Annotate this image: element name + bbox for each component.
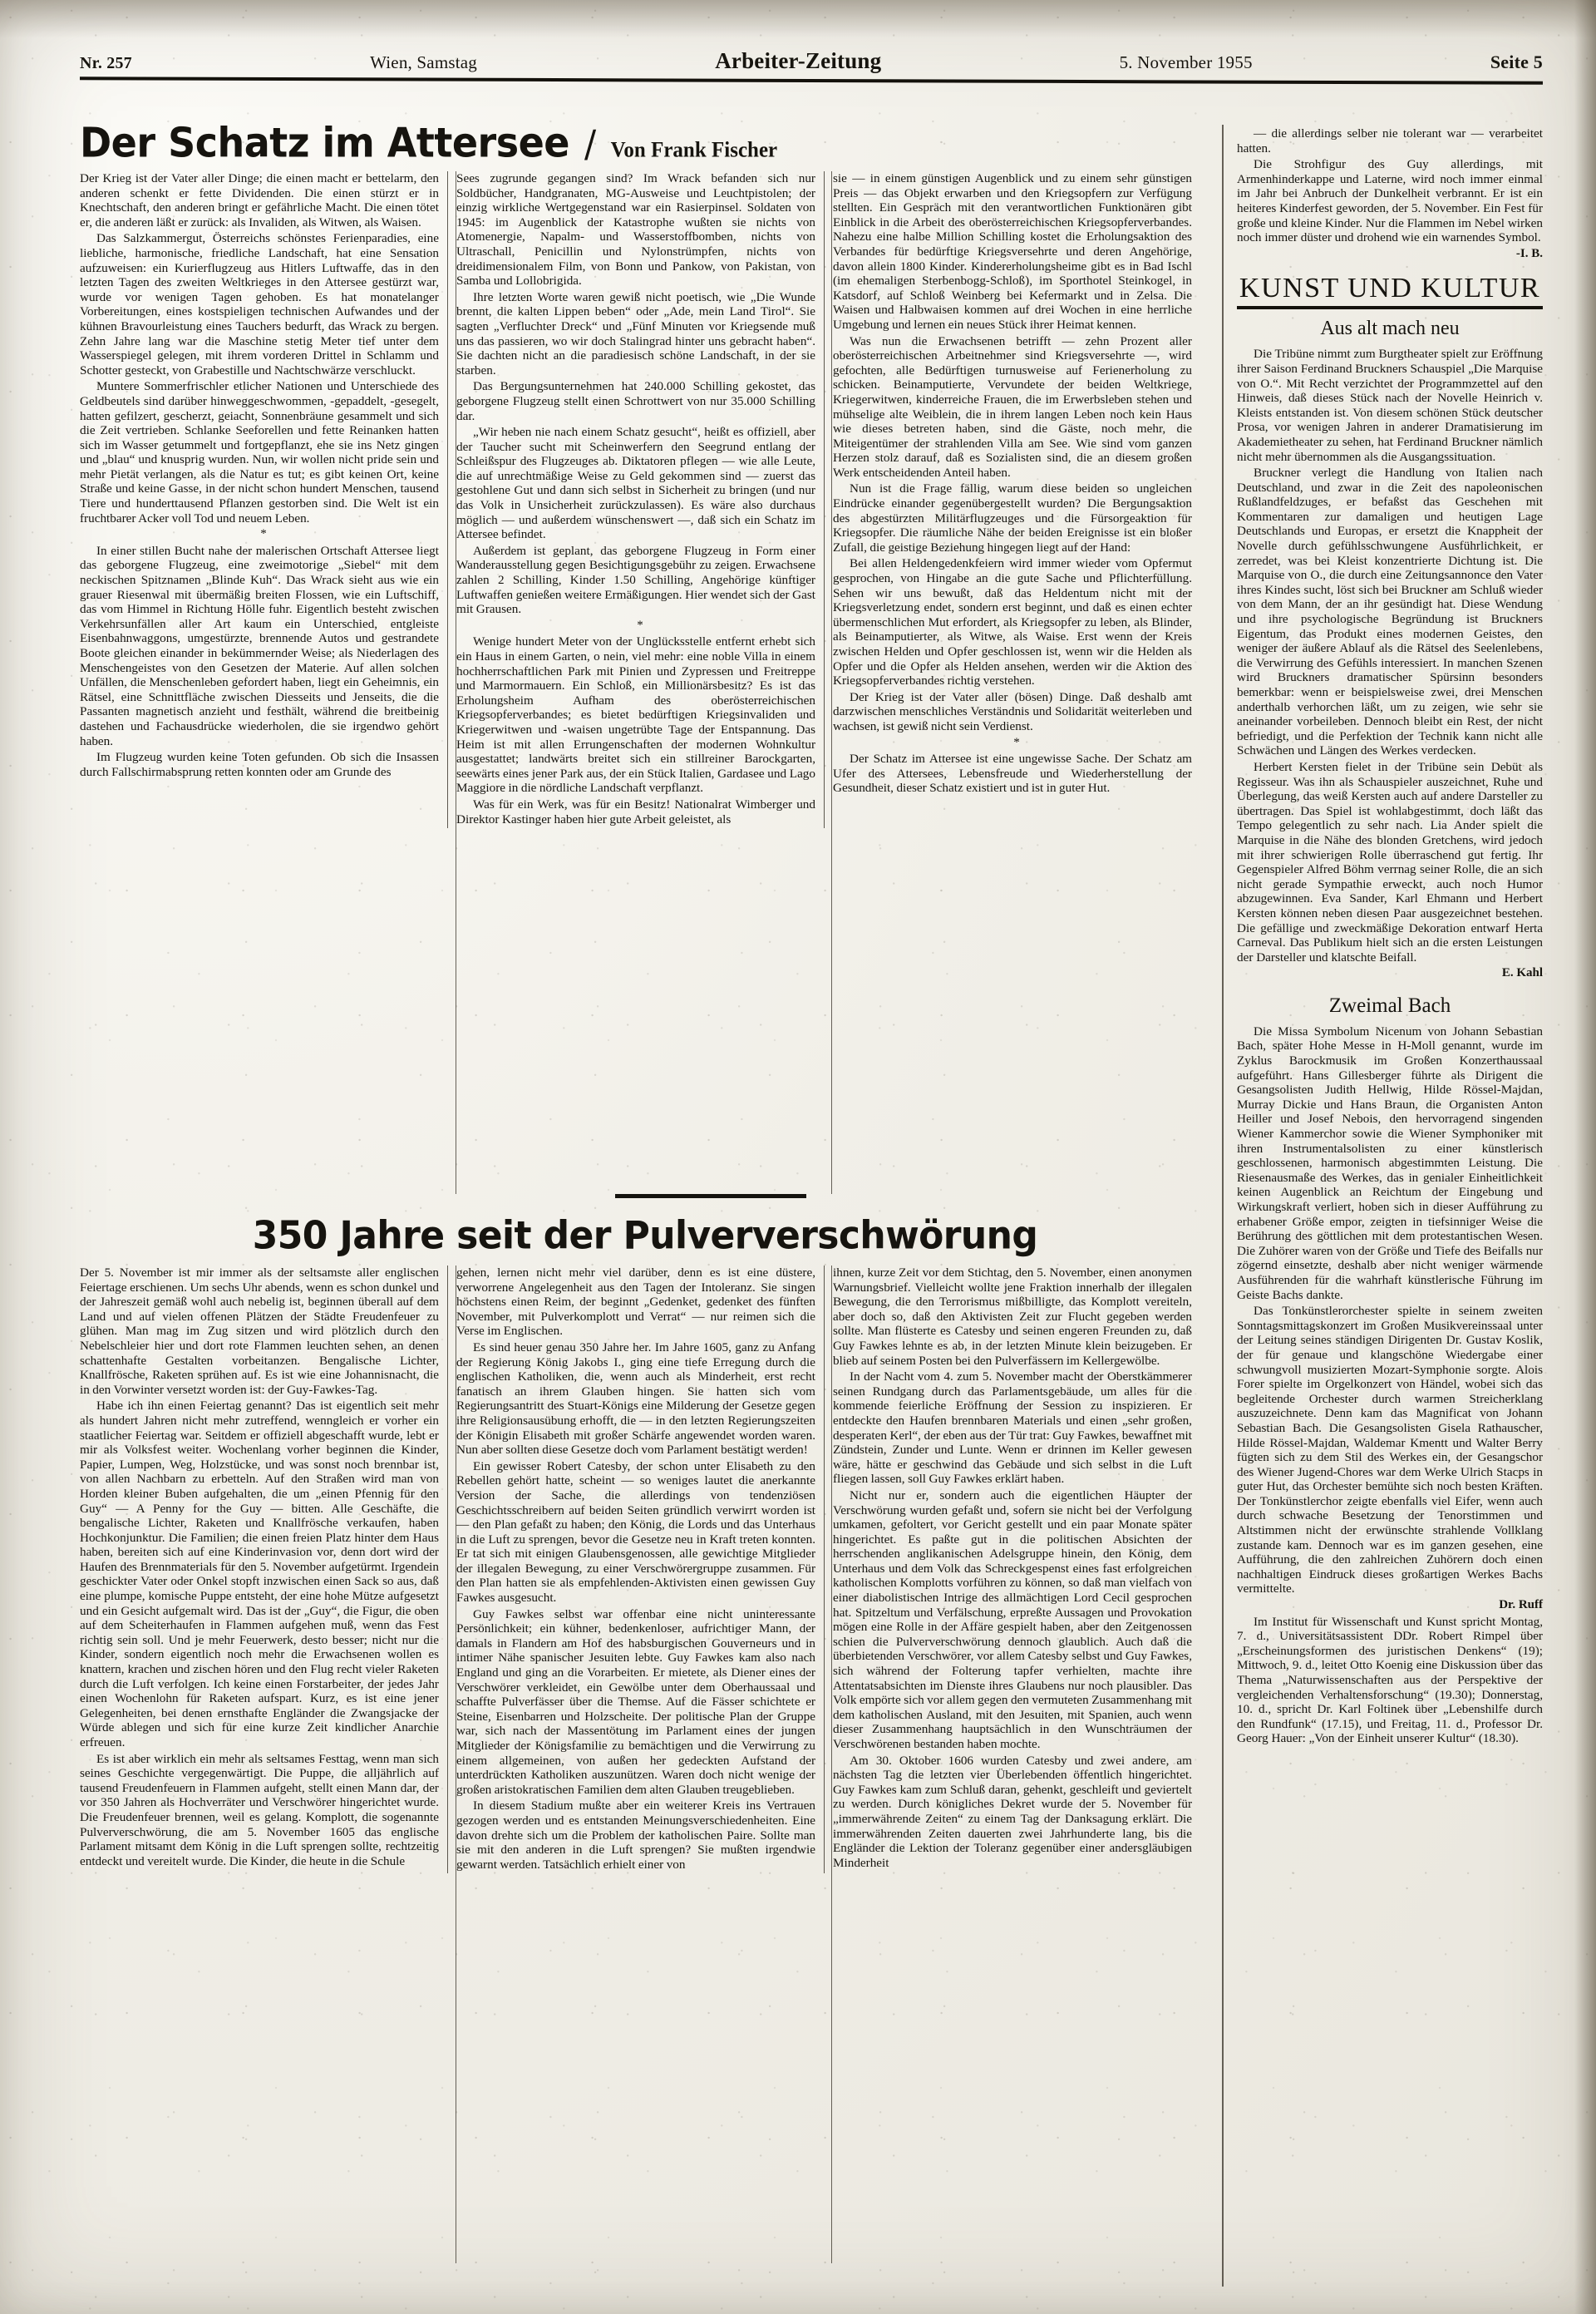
paragraph: Nicht nur er, sondern auch die eigentlichen Häupter der Verschwörung wurden gefaßt und, sofern sie nicht bei der Verfolgung umkamen, gefoltert, vor Gericht gestellt und ein paar Monate später hingerichtet. Es paßte gut in die politischen Absichten der herrschenden anglikanischen Adelsgruppe hinein, den König, dem Unterhaus und dem Volk das Schreckgespenst eines fast erfolgreichen katholischen Komplotts vorführen zu können, so daß man vielfach von einer diabolistischen Intrige des allmächtigen Lord Cecil gesprochen hat. Spitzeltum und Verfälschung, erpreßte Aussagen und Provokation mögen eine Rolle in der Affäre gespielt haben, aber den Zeitgenossen schien die Pulververschwörung dennoch glaublich. Auch daß die überbietenden Verschwörer, vor allem Catesby selbst und Guy Fawkes, sich während der Folterung tapfer verhielten, machte ihre Attentatsabsichten im Dienste ihres Glaubens nur noch plausibler. Das Volk empörte sich vor allem gegen den vermuteten Zusammenhang mit dem katholischen Ausland, mit den Jesuiten, mit Spanien, auch wenn dieser Zusammenhang hauptsächlich in den Wunschträumen der Verschwörenen bestanden haben mochte. xyxy=(833,1488,1192,1751)
paragraph: Die Strohfigur des Guy allerdings, mit Armenhinderkappe und Laterne, wird noch immer einmal im Jahr bei Anbruch der Dunkelheit verbrannt. Er ist ein heiteres Kinderfest geworden, der 5. November. Ein Fest für große und kleine Kinder. Nur die Flammen im Nebel wirken noch immer düster und drohend wie ein warnendes Symbol. xyxy=(1237,157,1543,245)
column-rule xyxy=(824,1266,825,1873)
paragraph: Der Schatz im Attersee ist eine ungewisse Sache. Der Schatz am Ufer des Attersees, Lebensfreude und Wiederherstellung der Gesundheit, dieser Schatz existiert und ist in guter Hut. xyxy=(833,752,1192,796)
paragraph: Im Institut für Wissenschaft und Kunst spricht Montag, 7. d., Universitätsassistent DDr. Robert Rimpel über „Erscheinungsformen des juristischen Denkens“ (19); Mittwoch, 9. d., leitet Otto Koenig eine Diskussion über das Thema „Naturwissenschaften aus der Perspektive der vergleichenden Verhaltensforschung“ (19.30); Donnerstag, 10. d., spricht Dr. Karl Foltinek über „Lebenshilfe durch den Rundfunk“ (17.15), und Freitag, 11. d., Professor Dr. Georg Hauer: „Von der Einheit unserer Kultur“ (18.30). xyxy=(1237,1614,1543,1746)
paragraph: Außerdem ist geplant, das geborgene Flugzeug in Form einer Wanderausstellung gegen Besichtigungsgebühr zu zeigen. Erwachsene zahlen 2 Schilling, Kinder 1.50 Schilling, Angehörige künftiger Luftwaffen genießen weitere Ermäßigungen. Hier wendet sich der Gast mit Grausen. xyxy=(456,543,815,617)
section-divider xyxy=(1222,125,1224,2287)
article-1-column-1 xyxy=(80,171,439,828)
section-heading-kunst-und-kultur: KUNST UND KULTUR xyxy=(1239,273,1541,304)
paragraph: Der Krieg ist der Vater aller (bösen) Dinge. Daß deshalb amt darzwischen menschliches Verständnis und Solidarität weiterleben und wachsen, ist gewiß nicht sein Verdienst. xyxy=(833,689,1192,733)
article-1-column-2 xyxy=(456,171,815,828)
masthead-rule xyxy=(80,76,1543,85)
paragraph-separator: * xyxy=(260,527,275,541)
page-number: Seite 5 xyxy=(1490,52,1543,72)
paragraph: Was nun die Erwachsenen betrifft — zehn Prozent aller oberösterreichischen Arbeitnehmer sind Kriegsversehrte —, wird gefochten, alle Bedürftigen turnusweise auf Ferienerholung zu schicken. Beinamputierte, Vervundete der beiden Weltkriege, Kriegerwitwen, kinderreiche Frauen, die im Erwerbsleben stehen und mühselige alte Weiblein, die in ihrem langen Leben noch kein Haus wie dieses betreten haben, sind die Gäste, noch mehr, die Miteigentümer der strahlenden Villa am See. Wie sind vom ganzen Herzen stolz darauf, daß es Sozialisten sind, die an diesem großen Werk entscheidenden Anteil haben. xyxy=(833,333,1192,480)
paragraph: Es sind heuer genau 350 Jahre her. Im Jahre 1605, ganz zu Anfang der Regierung König Jakobs I., ging eine tiefe Erregung durch die englischen Katholiken, die, wenn auch als Minderheit, erst recht fanatisch an ihrem Glauben hingen. Sie hatten sich vom Regierungsantritt des Stuart-Königs eine Milderung der Gesetze gegen ihre Religionsausübung erhofft, die — in den letzten Regierungszeiten der Königin Elisabeth mit großer Schärfe angewendet worden waren. Nun aber sollten diese Gesetze doch vom Parlament bestätigt werden! xyxy=(456,1340,815,1458)
paragraph: Das Salzkammergut, Österreichs schönstes Ferienparadies, eine liebliche, harmonische, friedliche Landschaft, hat eine Sensation aufzuweisen: ein Kurierflugzeug aus Hitlers Luftwaffe, das in den letzten Tagen des zweiten Weltkrieges in den Attersee gestürzt war, wurde vor wenigen Tagen gehoben. Es hat monatelanger Vorbereitungen, eines kostspieligen technischen Aufwandes und der kühnen Bravourleistung eines Tauchers bedurft, das Wrack zu bergen. Zehn Jahre lang war die Maschine stetig Meter tief unter dem Wasserspiegel gelegen, mit ihrem vorderen Drittel in Schlamm und Schotter gesteckt, von Grabestille und Nachtschwärze verschluckt. xyxy=(80,231,439,377)
paragraph: Wenige hundert Meter von der Unglücksstelle entfernt erhebt sich ein Haus in einem Garten, o nein, viel mehr: eine noble Villa in einem hochherrschaftlichen Park mit Pinien und Zypressen und Freitreppe und Marmormauern. Ein Schloß, ein Millionärsbesitz? Es ist das Erholungsheim Aufham des oberösterreichischen Kriegsopferverbandes; es bietet bedürftigen Kriegsinvaliden und Kriegerwitwen und -waisen ungetrübte Tage der Entspannung. Das Heim ist mit allen Errungenschaften der modernen Wohnkultur ausgestattet; landwärts breitet sich ein stillreiner Barockgarten, seewärts eines jener Park aus, der ein Stück Italien, Gardasee und Lago Maggiore in die nördliche Landschaft verpflanzt. xyxy=(456,634,815,796)
column-rule xyxy=(447,171,448,828)
paragraph: Bei allen Heldengedenkfeiern wird immer wieder vom Opfermut gesprochen, von Hingabe an die gute Sache und Pflichterfüllung. Sehen wir uns bewußt, daß das Heldentum nicht mit der Kriegsverletzung endet, sondern erst beginnt, und daß es einen echter übermenschlichen Mut erfordert, als Kriegsopfer zu leben, als Blinder, als Beinamputierter, als Witwe, als Waise. Erst wenn der Kreis zwischen Helden und Opfer geschlossen ist, wenn wir die Helden als Opfer und die Opfer als Helden ansehen, werden wir die Aktion des Kriegsopferverbandes richtig verstehen. xyxy=(833,556,1192,688)
paragraph: Der 5. November ist mir immer als der seltsamste aller englischen Feiertage erschienen. Um sechs Uhr abends, wenn es schon dunkel und der Jahreszeit gemäß wohl auch nebelig ist, beginnen überall auf dem Land und auf vielen offenen Plätzen der Städte Freudenfeuer zu glühen. Man mag im Zug sitzen und wird plötzlich durch den Nebelschleier hier und dort rote Flammen leuchten sehen, an denen schattenhafte Gestalten vorbeitanzen. Bengalische Lichter, Knallfrösche, Raketen sprühen auf. Es ist wie eine Johannisnacht, die in den Vorwinter versetzt worden ist: der Guy-Fawkes-Tag. xyxy=(80,1266,439,1397)
article-separator-rule xyxy=(615,1194,806,1198)
paragraph: In der Nacht vom 4. zum 5. November macht der Oberstkämmerer seinen Rundgang durch das Parlamentsgebäude, um alles für die kommende feierliche Eröffnung der Session zu inspizieren. Er entdeckte den Haufen brennbaren Materials und einen „sehr großen, desperaten Kerl“, der eben aus der Tür trat: Guy Fawkes, bewaffnet mit Zündstein, Zunder und Lunte. Wenn er drinnen im Keller gewesen wäre, hätte er geschwind das Gebäude und sich selbst in die Luft fliegen lassen, soll Guy Fawkes erklärt haben. xyxy=(833,1369,1192,1487)
paragraph: Was für ein Werk, was für ein Besitz! Nationalrat Wimberger und Direktor Kastinger haben hier gute Arbeit geleistet, als xyxy=(456,797,815,826)
top-edge-stain xyxy=(0,0,1596,38)
paragraph: Bruckner verlegt die Handlung von Italien nach Deutschland, und zwar in die Zeit des napoleonischen Rußlandfeldzuges, er befaßst das Geschehen mit Kommentaren zur damaligen und heutigen Lage Deutschlands und Europas, er ersetzt die Knappheit der Novelle durch gefühlsschwungene Ausführlichkeit, er zerredet, was bei Kleist konzentrierte Dichtung ist. Die Marquise von O., die durch eine Zeitungsannonce den Vater ihres Kindes sucht, löst sich bei Bruckner am Schluß wieder von dem Mann, der an ihr gesündigt hat. Diese Wendung und ihre psychologische Begründung ist Bruckners Eigentum, das Produkt eines modernen Geistes, den weniger der äußere Ablauf als die Rätsel des Seelenlebens, die Verwirrung des Gefühls interessiert. In manchen Szenen wird Bruckners dramatischer Spürsinn besonders bemerkbar: wenn er beispielsweise zwei, drei Menschen anderthalb verhorchen läßt, um zu zeigen, wie sehr sie aneinander vorbeileben. Dennoch bleibt ein Rest, der nicht befriedigt, und die Perfektion der Technik kann nicht alle Schwächen und Längen des Werkes verdecken. xyxy=(1237,466,1543,758)
paragraph: — die allerdings selber nie tolerant war — verarbeitet hatten. xyxy=(1237,126,1543,155)
masthead xyxy=(80,48,1543,74)
culture-item-3-body xyxy=(1237,1615,1543,1746)
right-edge-shadow xyxy=(1574,0,1596,2314)
paragraph: Habe ich ihn einen Feiertag genannt? Das ist eigentlich seit mehr als hundert Jahren nicht mehr zutreffend, wenngleich er vorher ein staatlicher Feiertag war. Seitdem er offiziell abgeschafft wurde, lebt er mir als Volksfest weiter. Wochenlang vorher beginnen die Kinder, Papier, Lumpen, Weg, Holzstücke, und was sonst noch brennbar ist, von allen Nachbarn zu erbetteln. Auf den Straßen wird man von Horden kleiner Buben aufgehalten, die um „einen Pfennig für den Guy“ — A Penny for the Guy — bitten. Alle Geschäfte, die bengalische Lichter, Raketen und Knallfrösche verkaufen, haben Hochkonjunktur. Die Familien; die einen freien Platz hinter dem Haus haben, bereiten sich auf eine Kinderinvasion vor, denn dort wird der Haufen des Brennmaterials für den 5. November aufgetürmt. Irgendein geschickter Vater oder Onkel stopft inzwischen einen Sack so aus, daß eine plumpe, komische Puppe entsteht, der eine hohe Mütze aufgesetzt und ein Gesicht aufgemalt wird. Das ist der „Guy“, die Figur, die oben auf dem Scheiterhaufen in Flammen aufgehen muß, wenn das Fest richtig sein soll. Und je mehr Feuerwerk, desto besser; nicht nur die Kinder, sondern eigentlich noch mehr die Erwachsenen wollen es knattern, krachen und zischen hören und den Flug recht vieler Raketen durch die Luft verfolgen. Ich keine einen Forstarbeiter, der jedes Jahr einen Wochenlohn für Raketen aufspart. Kurz, es ist eine jener Gelegenheiten, bei denen ernsthafte Engländer die Zwangsjacke der Würde ablegen und sich für eine kurze Zeit kindlicher Anarchie erfreuen. xyxy=(80,1399,439,1749)
culture-item-1-signature: E. Kahl xyxy=(1501,966,1543,980)
paragraph: Das Bergungsunternehmen hat 240.000 Schilling gekostet, das geborgene Flugzeug stellt einen Schrottwert von nur 35.000 Schilling dar. xyxy=(456,379,815,423)
issue-number: Nr. 257 xyxy=(80,54,132,72)
headline-slash: / xyxy=(584,122,596,166)
paragraph: Herbert Kersten fielet in der Tribüne sein Debüt als Regisseur. Was ihn als Schauspieler auszeichnet, Ruhe und Überlegung, das weiß Kersten auch auf andere Darsteller zu übertragen. Das Spiel ist wohlabgestimmt, doch läßt das Tempo gelegentlich zu sehr nach. Lia Ander spielt die Marquise in die Nähe des blonden Gretchens, wird jedoch mit ihrer schwierigen Rolle überraschend gut fertig. Ihr Gegenspieler Alfred Böhm verrnag seiner Rolle, die an sich nicht gerade Sympathie erweckt, auch noch Humor abzugewinnen. Eva Sander, Karl Ehmann und Herbert Kersten können neben diesen Paar ausgezeichnet bestehen. Die gefällige und zweckmäßige Dekoration entwarf Herta Carneval. Das Publikum hielt sich an die ersten Leistungen der Darsteller und klatschte Beifall. xyxy=(1237,759,1543,965)
article-2-headline xyxy=(80,1213,1210,1258)
culture-item-2-title: Zweimal Bach xyxy=(1328,994,1451,1017)
paragraph: Im Flugzeug wurden keine Toten gefunden. Ob sich die Insassen durch Fallschirmabsprung retten konnten oder am Grunde des xyxy=(80,750,439,779)
column-rule xyxy=(824,171,825,828)
paper-title: Arbeiter-Zeitung xyxy=(715,48,882,73)
article-2-continuation xyxy=(1237,126,1543,261)
paragraph: Die Missa Symbolum Nicenum von Johann Sebastian Bach, später Hohe Messe in H-Moll genannt, wurde im Zyklus Barockmusik im Großen Konzerthaussaal aufgeführt. Hans Gillesberger führte als Dirigent die Gesangsolisten Judith Hellwig, Hilde Rössel-Majdan, Murray Dickie und Hans Braun, die Organisten Anton Heiller und Josef Nebois, den hervorragend singenden Wiener Kammerchor sowie die Wiener Symphoniker mit ihren Instrumentalsolisten zu einer künstlerisch geschlossenen, harmonisch abgestimmten Leistung. Die Riesenausmaße des Werkes, das in genialer Einheitlichkeit keinen Augenblick an Reichtum der Eingebung und Wirkungskraft verliert, hoben sich in dieser Aufführung zu erhabener Größe empor, zeigten in tiefsinniger Weise die Berührung des göttlichen mit dem protestantischen Wesen. Die Zuhörer waren von der Größe und Tiefe des Beifalls nur zögernd einsetzte, deshalb aber nicht weniger wärmende Ausführenden für die wahrhaft künstlerische Führung im Geiste Bachs dankte. xyxy=(1237,1024,1543,1302)
paragraph: sie — in einem günstigen Augenblick und zu einem sehr günstigen Preis — das Objekt erwarben und den Kriegsopfern zur Verfügung stellten. Ein Gespräch mit den verantwortlichen Funktionären gibt Einblick in die Arbeit des oberösterreichischen Kriegsopferverbandes. Nahezu eine halbe Million Schilling kostet die Erholungsaktion des Verbandes für bedürftige Kriegsversehrte und deren Angehörige, davon allein 1800 Kinder. Kindererholungsheime gibt es in Bad Ischl (im ehemaligen Sterbenbogg-Schloß), im Sporthotel Steinkogel, in Katsdorf, auf Schloß Weinberg bei Kefermarkt und in Zelsa. Die Waisen und Halbwaisen kommen auf drei Wochen in eine herrliche Umgebung und lernen ein neues Stück ihrer Heimat kennen. xyxy=(833,171,1192,332)
paragraph: ihnen, kurze Zeit vor dem Stichtag, den 5. November, einen anonymen Warnungsbrief. Vielleicht wollte jene Fraktion innerhalb der illegalen Bewegung, die den Terrorismus mißbilligte, das Komplott vereiteln, aber doch so, daß den Aktivisten Zeit zur Flucht gegeben werden sollte. Man flüsterte es Catesby und seinen engeren Freunden zu, daß Guy Fawkes lehnte es ab, in der letzten Minute klein beizugeben. Er blieb auf seinem Posten bei den Pulverfässern im Kellergewölbe. xyxy=(833,1266,1192,1368)
paragraph: Ein gewisser Robert Catesby, der schon unter Elisabeth zu den Rebellen gehört hatte, scheint — so weniges lautet die anerkannte Version der Sache, die allerdings von tendenziösen Geschichtsschreibern auf beiden Seiten gründlich verwirrt worden ist — den Plan gefaßt zu haben; den König, die Lords und das Unterhaus in die Luft zu sprengen, bevor die Gesetze neu in Kraft treten konnten. Er tat sich mit einigen Glaubensgenossen, alle gewichtige Mitglieder der illegalen Bewegung, zu einer Verschwörergruppe zusammen. Für den Plan hatten sie als empfehlenden-Aktivisten einen gewissen Guy Fawkes ausgesucht. xyxy=(456,1458,815,1606)
publication-date: 5. November 1955 xyxy=(1119,52,1253,72)
article-2-body xyxy=(80,1266,1210,1873)
section-heading-rule xyxy=(1237,306,1543,309)
paragraph: Am 30. Oktober 1606 wurden Catesby und zwei andere, am nächsten Tag die letzten vier Überlebenden öffentlich hingerichtet. Guy Fawkes kam zum Schluß daran, gehenkt, geschleift und geviertelt zu werden. Durch königliches Dekret wurde der 5. November für „immerwährende Zeiten“ zu einem Tag der Danksagung erklärt. Die immerwährenden Zeiten dauerten zwei Jahrhunderte lang, bis die Engländer die Lektion der Toleranz gegenüber einer andersgläubigen Minderheit xyxy=(833,1753,1192,1870)
paragraph: Der Krieg ist der Vater aller Dinge; die einen macht er bettelarm, den anderen schenkt er fette Dividenden. Die einen stürzt er in Knechtschaft, den anderen bringt er gefährliche Macht. Die einen tötet er, die anderen läßt er zurück: als Invaliden, als Witwen, als Waisen. xyxy=(80,171,439,229)
article-1-byline: Von Frank Fischer xyxy=(610,138,778,162)
place-and-day: Wien, Samstag xyxy=(370,52,477,72)
article-2-column-1 xyxy=(80,1266,439,1873)
paragraph: Es ist aber wirklich ein mehr als seltsames Festtag, wenn man sich seines Geschichte vergegenwärtigt. Die Puppe, die alljährlich auf tausend Freudenfeuern in Flammen aufgeht, stellt einen Mann dar, der vor 350 Jahren als Hochverräter und Verschwörer hingerichtet wurde. Die Freudenfeuer brennen, weil es gelang. Komplott, die sogenannte Pulververschwörung, die am 5. November 1605 das englische Parlament mitsamt dem König in die Luft sprengen sollte, rechtzeitig entdeckt und vereitelt wurde. Die Kinder, die heute in die Schule xyxy=(80,1751,439,1868)
paragraph: Ihre letzten Worte waren gewiß nicht poetisch, wie „Die Wunde brennt, die kalten Lippen beben“ oder „Ade, mein Land Tirol“. Sie sagten „Verfluchter Dreck“ und „Fünf Minuten vor Kriegsende muß uns das passieren, wo wir doch Stalingrad hinter uns gebracht haben“. Sie dachten nicht an die paradiesisch schöne Landschaft, in der sie starben. xyxy=(456,289,815,377)
paragraph: Das Tonkünstlerorchester spielte in seinem zweiten Sonntagsmittagskonzert im Großen Musikvereinssaal unter der Leitung seines ständigen Dirigenten Dr. Gustav Koslik, der für genaue und klangschöne Wiedergabe einer schwungvoll musizierten Mozart-Symphonie sorgte. Alois Forer spielte im Orgelkonzert von Händel, wobei sich das begleitende Orchester durch warmen Streicherklang auszuzeichnete. Denn kam das Magnificat von Johann Sebastian Bach. Die Gesangsolisten Gisela Rathauscher, Hilde Rössel-Majdan, Waldemar Kmentt und Walter Berry fügten sich zu dem Stil des Werkes ein, der Gesangschor des Wiener Jugend-Chores war dem Werke Ulrich Stacps in guter Hut, das Orchester bemühte sich noch besten Kräften. Der Tonkünstlerchor zeigte ebenfalls viel Eifer, wenn auch durch schwache Besetzung der Tenorstimmen und Altstimmen nicht der erwünschte strahlende Vollklang zustande kam. Dennoch war es im ganzen gesehen, eine Aufführung, die den zahlreichen Zuhörern doch einen nachhaltigen Eindruck dieses großartigen Werkes Bachs vermittelte. xyxy=(1237,1304,1543,1596)
paragraph: „Wir heben nie nach einem Schatz gesucht“, heißt es offiziell, aber der Taucher sucht mit Scheinwerfern den Seegrund entlang der Schleißspur des Flugzeuges ab. Diktatoren pflegen — wie alle Leute, die auf unrechtmäßige Weise zu Geld gekommen sind — zuerst das gestohlene Gut und dann sich selbst in Sicherheit zu bringen (und nur das Volk in Unsicherheit zurückzulassen). Es wäre also durchaus möglich — und außerdem wünschenswert —, daß sich ein Schatz im Attersee befindet. xyxy=(456,425,815,542)
paragraph: Muntere Sommerfrischler etlicher Nationen und Unterschiede des Geldbeutels sind darüber hinweggeschwommen, -gepaddelt, -gesegelt, hatten gefilzert, gescherzt, geiacht, Sonnenbräune gesammelt und sich die Zeit vertrieben. Schlanke Seeforellen und fette Reinanken hatten sich im Wasser getummelt und fortgepflanzt, ehe sie ins Netz gingen und „blau“ und knusprig wurden. Nun, wir wollen nicht pride sein und mehr Pietät verlangen, als die Natur es tut; es gibt keinen Ort, keine Straße und keine Gasse, in der nicht schon hundert Menschen, tausend Tiere und hunderttausend Pflanzen gestorben sind. Die Welt ist ein fruchtbarer Acker voll Tod und neuem Leben. xyxy=(80,379,439,525)
paragraph: Nun ist die Frage fällig, warum diese beiden so ungleichen Eindrücke einander gegenübergestellt wurden? Die Bergungsaktion des abgestürzten Militärflugzeuges und die Fürsorgeaktion für Kriegsopfer. Die räumliche Nähe der beiden Ereignisse ist ein bloßer Zufall, die geistige Beziehung hingegen liegt auf der Hand: xyxy=(833,481,1192,555)
article-2-title: 350 Jahre seit der Pulververschwörung xyxy=(252,1212,1038,1258)
paragraph: Sees zugrunde gegangen sind? Im Wrack befanden sich nur Soldbücher, Handgranaten, MG-Ausweise und Leuchtpistolen; der einzig wirkliche Wertgegenstand war ein Rasierpinsel. Soldaten von 1945: im Augenblick der Katastrophe wußten sie nichts von Atomenergie, Napalm- und Wasserstoffbomben, nichts von Ultraschall, Penicillin und Nylonstrümpfen, nichts von dreidimensionalem Film, von Bonn und Pankow, von Pakistan, von Samba und Lollobrigida. xyxy=(456,171,815,289)
paragraph-separator: * xyxy=(1013,735,1028,749)
paragraph: Die Tribüne nimmt zum Burgtheater spielt zur Eröffnung ihrer Saison Ferdinand Bruckners Schauspiel „Die Marquise von O.“. Mit Recht verzichtet der Programmzettel auf den Hinweis, daß dieses Stück nach der Novelle Heinrich v. Kleists entstanden ist. Von diesem schönen Stück deutscher Prosa, vor wenigen Jahren in anderer Dramatisierung im Akademietheater zu sehen, hat Ferdinand Bruckner nämlich nicht mehr übernommen als die Ausgangssituation. xyxy=(1237,347,1543,464)
article-1-column-3 xyxy=(833,171,1192,828)
paragraph: Guy Fawkes selbst war offenbar eine nicht uninteressante Persönlichkeit; ein kühner, bedenkenloser, aufrichtiger Mann, der damals in Flandern am Hof des habsburgischen Gouverneurs und in intimer Nähe spanischer Jesuiten lebte. Guy Fawkes kam also nach England und ging an die Vorarbeiten. Er mietete, als Diener eines der Verschwörer verkleidet, ein Gewölbe unter dem Oberhaussaal und schaffte Pulverfässer über die Themse. Auf die Fässer schichtete er Steine, Eisenbarren und Holzscheite. Der politische Plan der Gruppe war, sich nach der Massentötung im Parlament eines der jungen Mitglieder der Königsfamilie zu bemächtigen und die Verwirrung zu einem allgemeinen, von außen her gedeckten Aufstand der unterdrückten Katholiken auszunützen. Waren doch nicht wenige der großen aristokratischen Familien dem alten Glauben treugeblieben. xyxy=(456,1606,815,1797)
culture-item-2-signature: Dr. Ruff xyxy=(1499,1598,1543,1612)
column-rule xyxy=(447,1266,448,1873)
culture-item-2-body xyxy=(1237,1024,1543,1613)
article-1-headline xyxy=(80,119,1210,167)
article-2-column-2 xyxy=(456,1266,815,1873)
article-2-column-3 xyxy=(833,1266,1192,1873)
article-1-body xyxy=(80,171,1210,828)
paragraph: In diesem Stadium mußte aber ein weiterer Kreis ins Vertrauen gezogen werden und es entstanden Meinungsverschiedenheiten. Eine davon drehte sich um die Problem der katholischen Paire. Sollte man sie mit den anderen in die Luft sprengen? Sie mußten irgendwie gewarnt werden. Tatsächlich erhielt einer von xyxy=(456,1798,815,1872)
culture-item-1-body xyxy=(1237,347,1543,981)
culture-item-1-title: Aus alt mach neu xyxy=(1320,318,1460,340)
paragraph: In einer stillen Bucht nahe der malerischen Ortschaft Attersee liegt das geborgene Flugzeug, eine zweimotorige „Siebel“ mit dem neckischen Spitznamen „Blinde Kuh“. Das Wrack sieht aus wie ein grauer Riesenwal mit übermäßig breiten Flossen, wie ein Luftschiff, das vom Himmel in Richtung Hölle fuhr. Eigentlich besteht zwischen Verkehrsunfällen aller Art kaum ein Unterschied, entgleiste Eisenbahnwaggons, umgestürzte, brennende Autos und gestrandete Boote gleichen einander in bekümmernder Weise; als Niederlagen des Menschengeistes von den Gesetzen der Materie. Auf allen solchen Unfällen, die Menschenleben gefordert haben, liegt ein Geheimnis, ein Rätsel, eine Schnittfläche zwischen Diesseits und Jenseits, die die Passanten magnetisch anzieht und festhält, während die breitbeinig dastehen und Fachausdrücke wiederholen, die sie irgendwo gehört haben. xyxy=(80,543,439,748)
culture-column xyxy=(1237,126,1543,1748)
paragraph: gehen, lernen nicht mehr viel darüber, denn es ist eine düstere, verworrene Angelegenheit aus den Tagen der Intoleranz. Sie singen höchstens einen Reim, der beginnt „Gedenket, gedenket des fünften November, mit Pulverkomplott und Verrat“ — nur reimen sich die Verse im Englischen. xyxy=(456,1266,815,1339)
article-1-title: Der Schatz im Attersee xyxy=(80,119,569,167)
paragraph-separator: * xyxy=(637,618,652,632)
article-signature: -I. B. xyxy=(1515,246,1543,260)
